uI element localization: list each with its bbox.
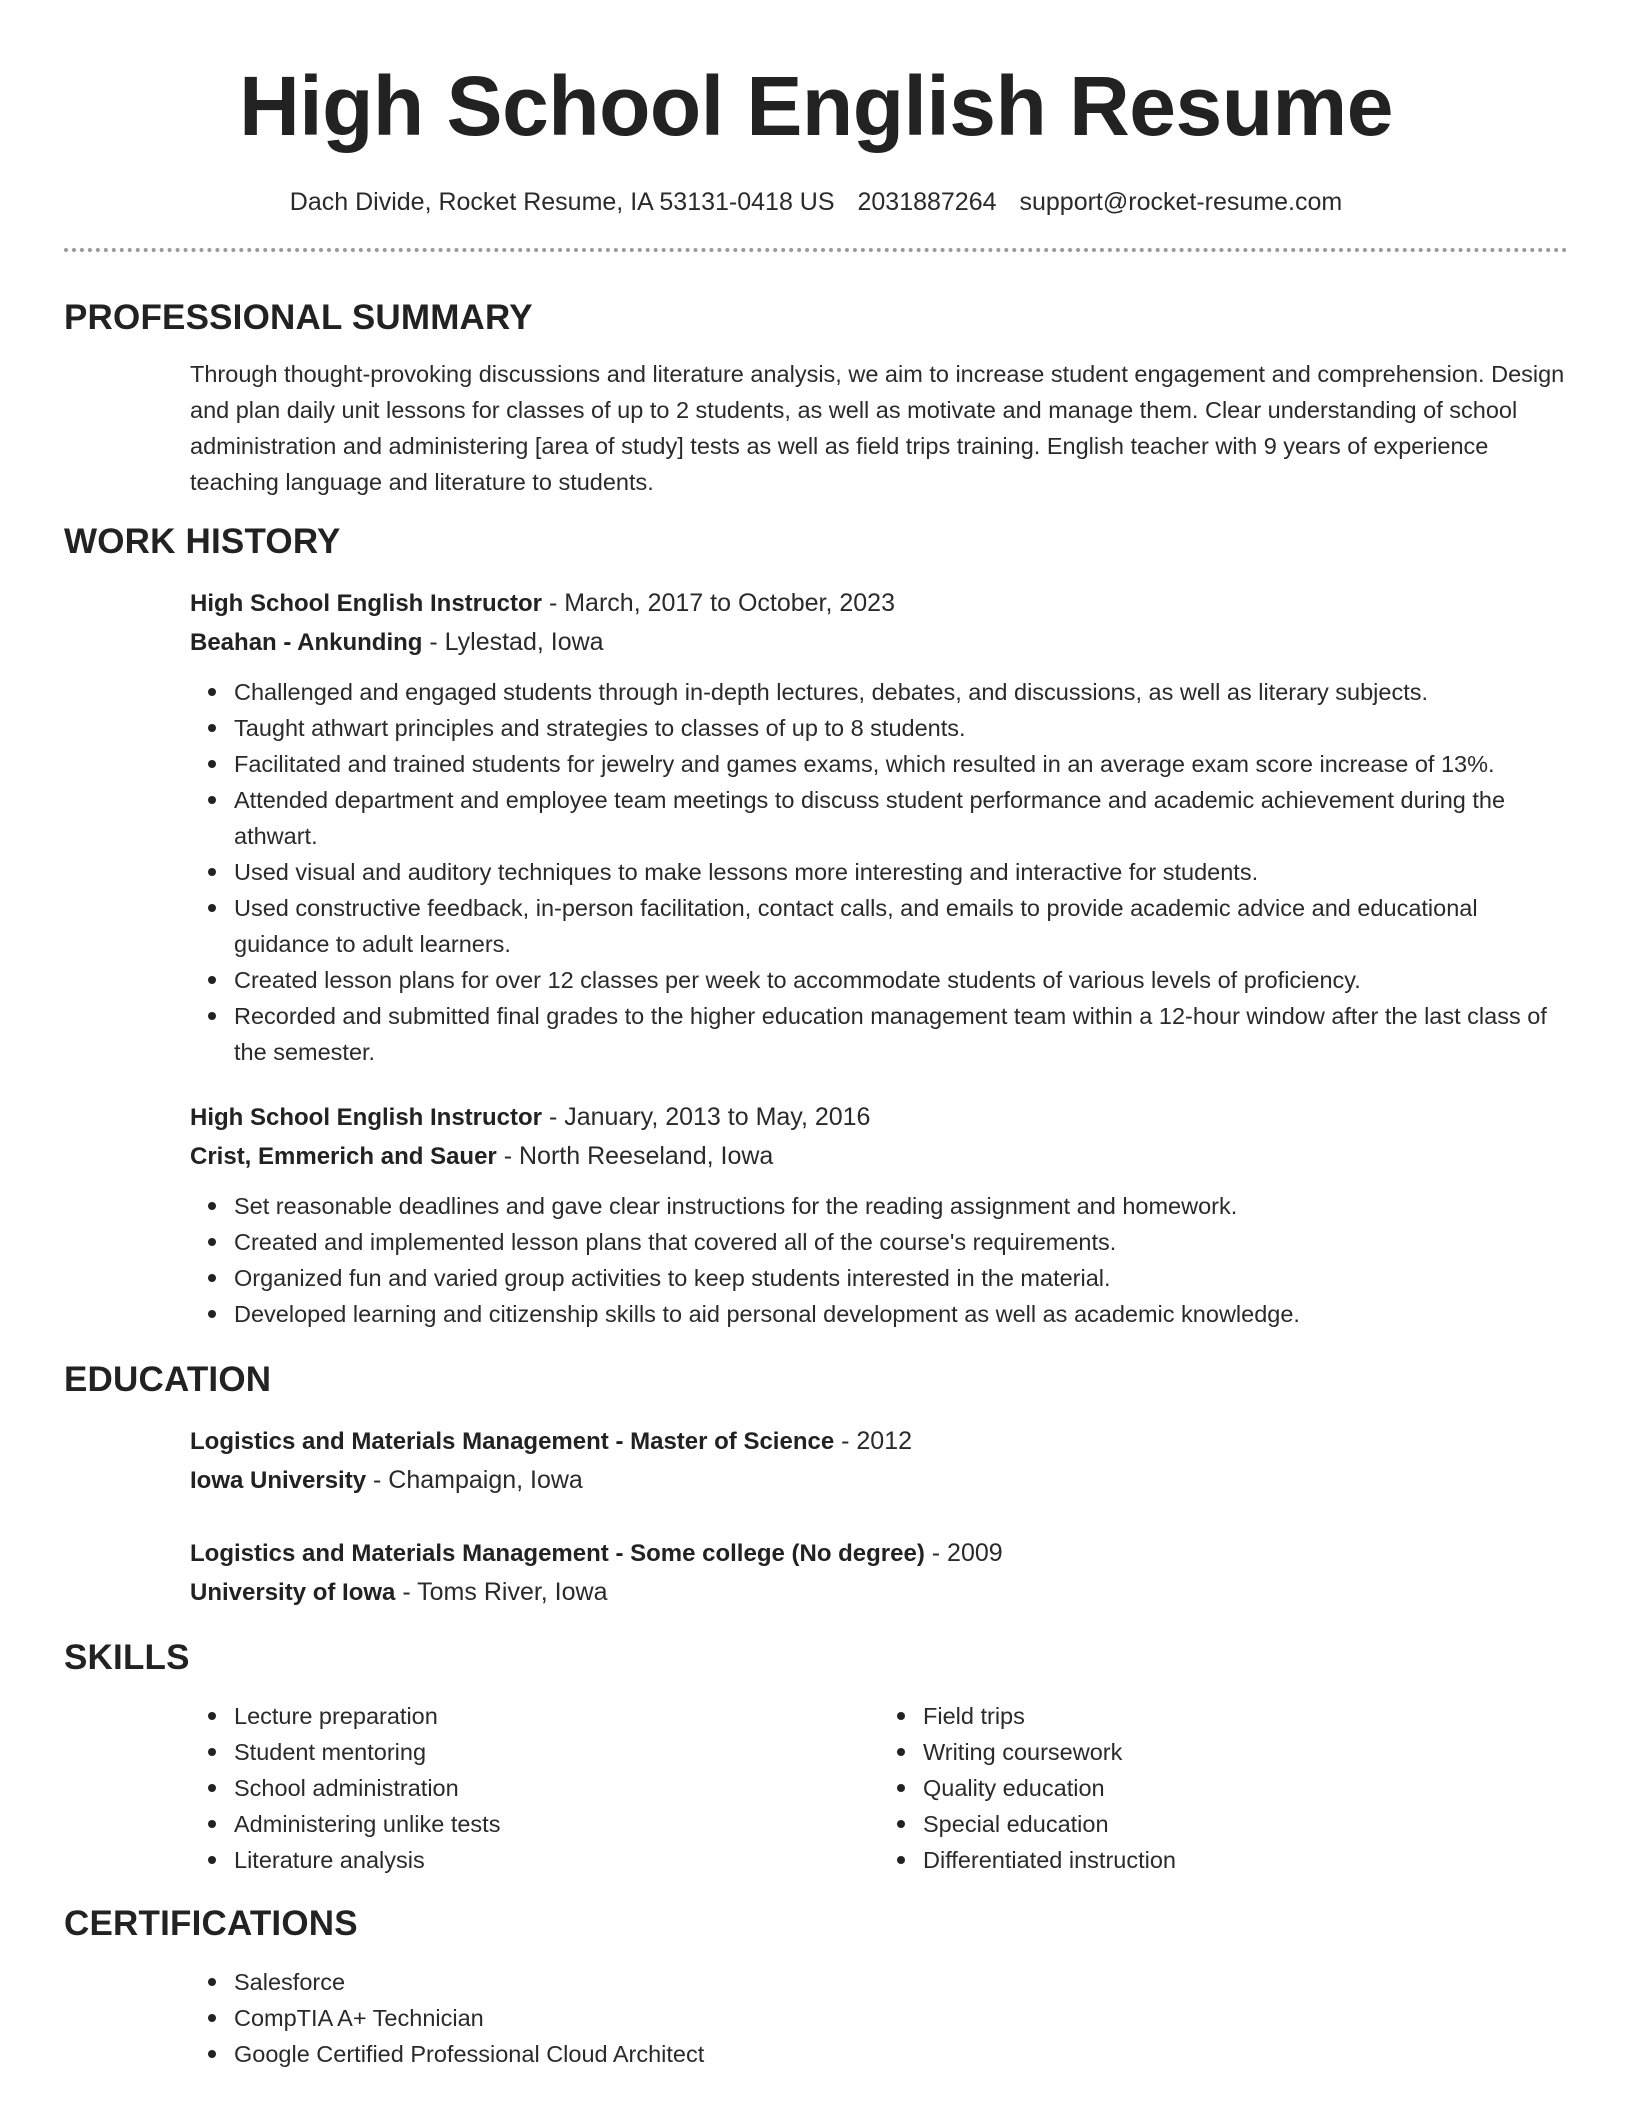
job-bullet: Organized fun and varied group activities to keep students interested in the material. xyxy=(234,1260,1568,1296)
education-location: - Toms River, Iowa xyxy=(395,1578,608,1606)
skills-list-right xyxy=(879,1698,1568,1878)
job-title-line xyxy=(190,1098,1568,1137)
job-bullet: Set reasonable deadlines and gave clear instructions for the reading assignment and homework. xyxy=(234,1188,1568,1224)
skill-item: Field trips xyxy=(923,1698,1568,1734)
contact-email: support@rocket-resume.com xyxy=(1019,188,1343,216)
certifications-section xyxy=(64,1902,1568,2072)
job-dates: - March, 2017 to October, 2023 xyxy=(542,589,895,617)
skills-body xyxy=(64,1698,1568,1878)
skill-item: Writing coursework xyxy=(923,1734,1568,1770)
summary-body xyxy=(64,356,1568,500)
skill-item: Administering unlike tests xyxy=(234,1806,879,1842)
skill-item: Quality education xyxy=(923,1770,1568,1806)
education-school: University of Iowa xyxy=(190,1579,396,1606)
education-heading: EDUCATION xyxy=(64,1360,272,1399)
certification-item: CompTIA A+ Technician xyxy=(234,2000,1568,2036)
summary-heading: PROFESSIONAL SUMMARY xyxy=(64,298,533,337)
contact-address: Dach Divide, Rocket Resume, IA 53131-0418 US xyxy=(289,188,835,216)
certifications-list xyxy=(190,1964,1568,2072)
skill-item: Literature analysis xyxy=(234,1842,879,1878)
education-school-line xyxy=(190,1573,1568,1612)
skills-grid xyxy=(190,1698,1568,1878)
job-bullet: Recorded and submitted final grades to the higher education management team within a 12-hour window after the last class of the semester. xyxy=(234,998,1568,1070)
education-section xyxy=(64,1358,1568,1612)
job-title: High School English Instructor xyxy=(190,590,543,617)
certification-item: Google Certified Professional Cloud Architect xyxy=(234,2036,1568,2072)
job-dates: - January, 2013 to May, 2016 xyxy=(542,1103,871,1131)
job-bullet: Created lesson plans for over 12 classes per week to accommodate students of various levels of proficiency. xyxy=(234,962,1568,998)
skill-item: Special education xyxy=(923,1806,1568,1842)
certifications-heading: CERTIFICATIONS xyxy=(64,1904,358,1943)
job-bullet: Challenged and engaged students through in-depth lectures, debates, and discussions, as well as literary subjects. xyxy=(234,674,1568,710)
job-entry xyxy=(64,1098,1568,1332)
skills-heading: SKILLS xyxy=(64,1638,190,1677)
job-title-line xyxy=(190,584,1568,623)
job-company: Crist, Emmerich and Sauer xyxy=(190,1143,497,1170)
work-section xyxy=(64,520,1568,1332)
job-bullet: Used constructive feedback, in-person facilitation, contact calls, and emails to provide academic advice and educational guidance to adult learners. xyxy=(234,890,1568,962)
education-year: - 2009 xyxy=(924,1539,1003,1567)
job-company: Beahan - Ankunding xyxy=(190,629,423,656)
job-bullet: Used visual and auditory techniques to make lessons more interesting and interactive for students. xyxy=(234,854,1568,890)
job-bullets xyxy=(190,674,1568,1070)
skills-list-left xyxy=(190,1698,879,1878)
job-bullet: Created and implemented lesson plans that covered all of the course's requirements. xyxy=(234,1224,1568,1260)
education-degree-line xyxy=(190,1534,1568,1573)
contact-line xyxy=(64,186,1568,218)
resume-title: High School English Resume xyxy=(239,59,1393,153)
job-entry xyxy=(64,584,1568,1070)
contact-phone: 2031887264 xyxy=(857,188,997,216)
skill-item: Lecture preparation xyxy=(234,1698,879,1734)
education-degree: Logistics and Materials Management - Master of Science xyxy=(190,1428,835,1455)
job-location: - Lylestad, Iowa xyxy=(422,628,604,656)
certification-item: Salesforce xyxy=(234,1964,1568,2000)
summary-section xyxy=(64,296,1568,500)
skills-section xyxy=(64,1636,1568,1878)
job-bullets xyxy=(190,1188,1568,1332)
education-school-line xyxy=(190,1461,1568,1500)
education-entry xyxy=(64,1422,1568,1500)
job-company-line xyxy=(190,1137,1568,1176)
job-bullet: Facilitated and trained students for jewelry and games exams, which resulted in an average exam score increase of 13%. xyxy=(234,746,1568,782)
job-title: High School English Instructor xyxy=(190,1104,543,1131)
job-bullet: Attended department and employee team meetings to discuss student performance and academic achievement during the athwart. xyxy=(234,782,1568,854)
education-location: - Champaign, Iowa xyxy=(366,1466,583,1494)
skill-item: Student mentoring xyxy=(234,1734,879,1770)
summary-text: Through thought-provoking discussions and literature analysis, we aim to increase student engagement and comprehension. Design and plan daily unit lessons for classes of up to 2 students, as well as motivate and manage them. Clear understanding of school administration and administering [area of study] tests as well as field trips training. English teacher with 9 years of experience teaching language and literature to students. xyxy=(190,361,1565,495)
education-school: Iowa University xyxy=(190,1467,367,1494)
skill-item: School administration xyxy=(234,1770,879,1806)
header-divider xyxy=(64,248,1568,252)
job-company-line xyxy=(190,623,1568,662)
job-bullet: Taught athwart principles and strategies to classes of up to 8 students. xyxy=(234,710,1568,746)
work-heading: WORK HISTORY xyxy=(64,522,341,561)
skill-item: Differentiated instruction xyxy=(923,1842,1568,1878)
certifications-body xyxy=(64,1964,1568,2072)
education-degree-line xyxy=(190,1422,1568,1461)
education-year: - 2012 xyxy=(834,1427,913,1455)
education-entry xyxy=(64,1534,1568,1612)
job-bullet: Developed learning and citizenship skills to aid personal development as well as academic knowledge. xyxy=(234,1296,1568,1332)
education-degree: Logistics and Materials Management - Some college (No degree) xyxy=(190,1540,925,1567)
job-location: - North Reeseland, Iowa xyxy=(496,1142,774,1170)
